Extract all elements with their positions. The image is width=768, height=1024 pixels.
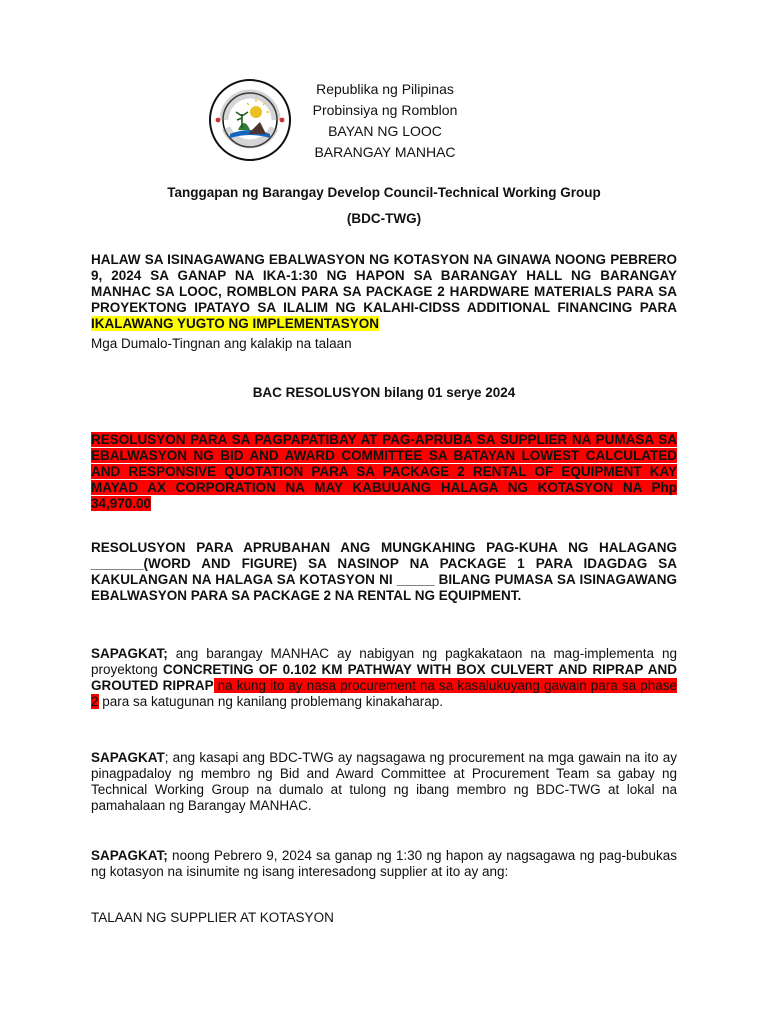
whereas-2 bbox=[91, 750, 677, 814]
supplier-heading: TALAAN NG SUPPLIER AT KOTASYON bbox=[91, 910, 334, 925]
whereas-1-project: CONCRETING OF 0.102 KM PATHWAY WITH BOX CULVERT AND RIPRAP AND GROUTED RIPRAP bbox=[91, 662, 677, 693]
resolution-main bbox=[91, 432, 677, 512]
whereas-1 bbox=[91, 646, 677, 710]
excerpt-highlight: IKALAWANG YUGTO NG IMPLEMENTASYON bbox=[91, 316, 380, 331]
province-line: Probinsiya ng Romblon bbox=[312, 102, 458, 118]
municipality-line: BAYAN NG LOOC bbox=[328, 123, 442, 139]
office-name: Tanggapan ng Barangay Develop Council-Technical Working Group bbox=[167, 185, 601, 200]
republic-line: Republika ng Pilipinas bbox=[316, 81, 454, 97]
resolution-amount: 34,970.00 bbox=[91, 496, 152, 511]
resolution-main-text: RESOLUSYON PARA SA PAGPAPATIBAY AT PAG-APRUBA SA SUPPLIER NA PUMASA SA EBALWASYON NG BID AND AWARD COMMITTEE SA BATAYAN LOWEST CALCULATED AND RESPONSIVE QUOTATION PARA SA PACKAGE 2 RENTAL OF EQUIPMENT KAY MAYAD AX CORPORATION NA MAY KABUUANG HALAGA NG KOTASYON NA Php bbox=[91, 432, 677, 495]
barangay-seal bbox=[208, 78, 292, 162]
whereas-3-lead: SAPAGKAT; bbox=[91, 848, 168, 863]
letterhead bbox=[296, 79, 474, 163]
resolution-second: RESOLUSYON PARA APRUBAHAN ANG MUNGKAHING PAG-KUHA NG HALAGANG _______(WORD AND FIGURE) SA NASINOP NA PACKAGE 1 PARA IDAGDAG SA KAKULANGAN NA HALAGA SA KOTASYON NI _____ BILANG PUMASA SA ISINAGAWANG EBALWASYON PARA SA PACKAGE 2 NA RENTAL NG EQUIPMENT. bbox=[91, 540, 677, 603]
whereas-1-text2: para sa katugunan ng kanilang problemang kinakaharap. bbox=[98, 694, 444, 709]
whereas-3 bbox=[91, 848, 677, 880]
attendees-note: Mga Dumalo-Tingnan ang kalakip na talaan bbox=[91, 336, 352, 351]
whereas-1-text1: ang barangay MANHAC ay nabigyan ng pagkakataon na mag-implementa ng proyektong bbox=[91, 646, 677, 677]
barangay-line: BARANGAY MANHAC bbox=[314, 144, 456, 160]
office-title bbox=[60, 180, 708, 232]
excerpt-paragraph bbox=[91, 252, 677, 332]
whereas-1-highlight: na kung ito ay nasa procurement na sa kasalukuyang gawain para sa phase 2 bbox=[91, 678, 677, 709]
office-acronym: (BDC-TWG) bbox=[346, 211, 422, 226]
whereas-1-lead: SAPAGKAT; bbox=[91, 646, 168, 661]
resolution-title: BAC RESOLUSYON bilang 01 serye 2024 bbox=[252, 385, 516, 400]
whereas-2-text: ; ang kasapi ang BDC-TWG ay nagsagawa ng procurement na mga gawain na ito ay pinagpadaloy ng membro ng Bid and Award Committee at Procurement Team sa gabay ng Technical Working Group na dumalo at tulong ng ibang membro ng BDC-TWG at lokal na pamahalaan ng Barangay MANHAC. bbox=[91, 750, 677, 813]
whereas-2-lead: SAPAGKAT bbox=[91, 750, 165, 765]
whereas-3-text: noong Pebrero 9, 2024 sa ganap ng 1:30 ng hapon ay nagsagawa ng pag-bubukas ng kotasyon na isinumite ng isang interesadong supplier at ito ay ang: bbox=[91, 848, 677, 879]
excerpt-text: HALAW SA ISINAGAWANG EBALWASYON NG KOTASYON NA GINAWA NOONG PEBRERO 9, 2024 SA GANAP NA IKA-1:30 NG HAPON SA BARANGAY HALL NG BARANGAY MANHAC SA LOOC, ROMBLON PARA SA PACKAGE 2 HARDWARE MATERIALS PARA SA PROYEKTONG IPATAYO SA ILALIM NG KALAHI-CIDSS ADDITIONAL FINANCING PARA bbox=[91, 252, 677, 315]
